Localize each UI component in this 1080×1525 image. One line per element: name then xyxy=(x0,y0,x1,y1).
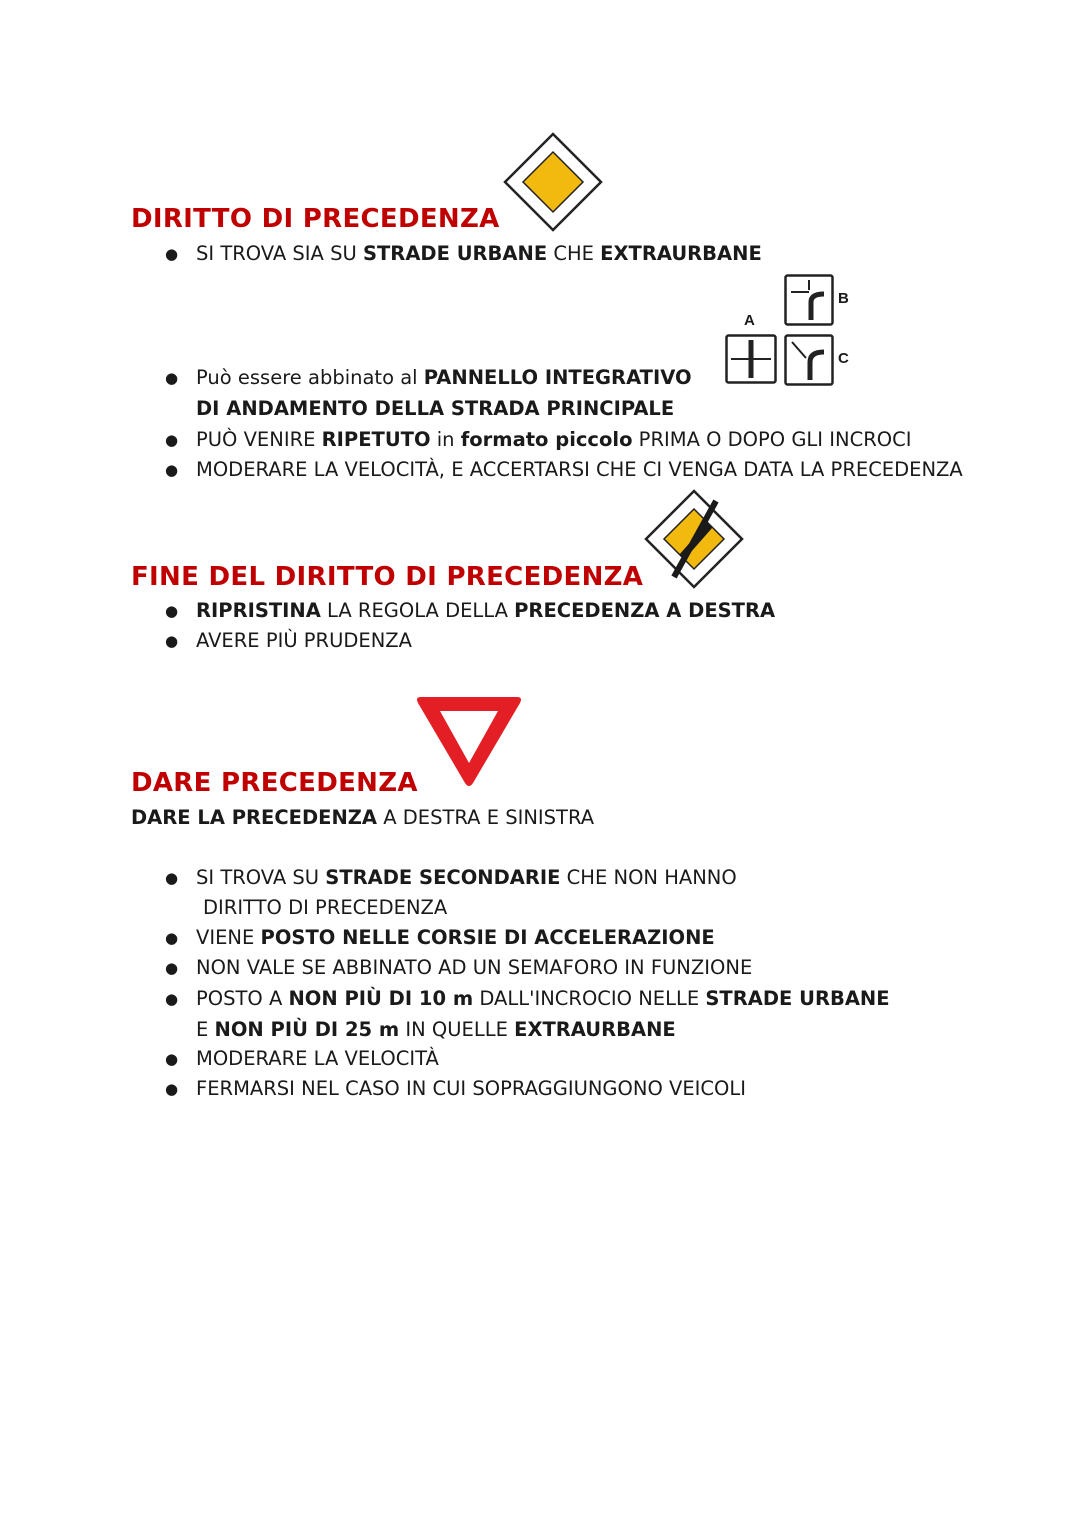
list-item: ● RIPRISTINA LA REGOLA DELLA PRECEDENZA A DESTRA xyxy=(196,599,775,623)
list-item-continuation: E NON PIÙ DI 25 m IN QUELLE EXTRAURBANE xyxy=(196,1018,676,1041)
supplementary-panel-c-icon xyxy=(784,334,834,386)
list-item-continuation: DI ANDAMENTO DELLA STRADA PRINCIPALE xyxy=(196,397,675,420)
list-item: ● SI TROVA SU STRADE SECONDARIE CHE NON HANNO xyxy=(196,866,737,890)
give-way-sign-icon xyxy=(413,693,525,789)
list-item: ● AVERE PIÙ PRUDENZA xyxy=(196,629,412,653)
list-item: ● PUÒ VENIRE RIPETUTO in formato piccolo PRIMA O DOPO GLI INCROCI xyxy=(196,428,911,452)
list-item: ● SI TROVA SIA SU STRADE URBANE CHE EXTRAURBANE xyxy=(196,242,762,266)
priority-road-sign-icon xyxy=(503,132,603,232)
supplementary-panel-a-icon xyxy=(725,334,777,384)
section-title-give-way: DARE PRECEDENZA xyxy=(131,768,418,798)
list-item: ● MODERARE LA VELOCITÀ xyxy=(196,1047,439,1071)
panel-label-a: A xyxy=(744,312,755,329)
panel-label-b: B xyxy=(838,290,849,307)
section-title-priority: DIRITTO DI PRECEDENZA xyxy=(131,204,500,234)
section-subtitle: DARE LA PRECEDENZA A DESTRA E SINISTRA xyxy=(131,806,595,829)
list-item: ● NON VALE SE ABBINATO AD UN SEMAFORO IN FUNZIONE xyxy=(196,956,752,980)
panel-label-c: C xyxy=(838,350,849,367)
section-title-end-priority: FINE DEL DIRITTO DI PRECEDENZA xyxy=(131,562,644,592)
list-item: ● Può essere abbinato al PANNELLO INTEGRATIVO xyxy=(196,366,692,390)
list-item: ● FERMARSI NEL CASO IN CUI SOPRAGGIUNGONO VEICOLI xyxy=(196,1077,746,1101)
list-item-continuation: DIRITTO DI PRECEDENZA xyxy=(203,896,448,919)
list-item: ● VIENE POSTO NELLE CORSIE DI ACCELERAZIONE xyxy=(196,926,715,950)
supplementary-panel-b-icon xyxy=(784,274,834,326)
list-item: ● POSTO A NON PIÙ DI 10 m DALL'INCROCIO NELLE STRADE URBANE xyxy=(196,987,890,1011)
end-of-priority-sign-icon xyxy=(644,489,744,589)
list-item: ● MODERARE LA VELOCITÀ, E ACCERTARSI CHE CI VENGA DATA LA PRECEDENZA xyxy=(196,458,963,482)
